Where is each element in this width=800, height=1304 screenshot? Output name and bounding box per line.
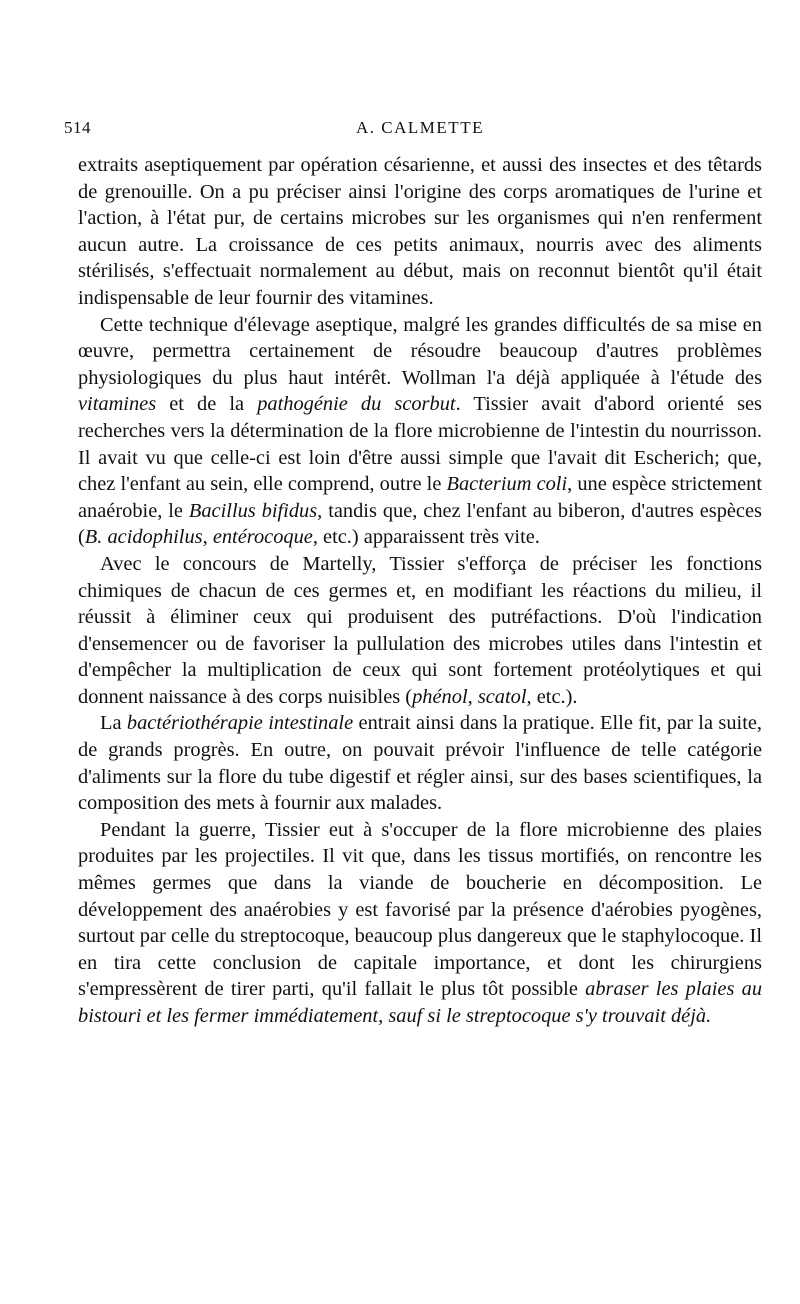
paragraph-3-italic-1: phénol <box>412 685 468 708</box>
paragraph-2-text-3: . Tissier avait d'abord orienté ses recherches vers la détermination de la flore microbienne de l'intestin du nourrisson. Il avait vu que celle-ci est loin d'être aussi simple que l'avait dit Escherich; que, chez l'enfant au sein, elle comprend, outre le <box>78 393 762 496</box>
running-title: A. CALMETTE <box>356 118 484 137</box>
paragraph-2-italic-5: B. acidophilus <box>84 526 203 549</box>
paragraph-2 <box>78 312 762 551</box>
paragraph-3-text-3: , etc.). <box>526 685 578 708</box>
paragraph-1-text: extraits aseptiquement par opération césarienne, et aussi des insectes et des têtards de grenouille. On a pu préciser ainsi l'origine des corps aromatiques de l'urine et l'action, à l'état pur, de certains microbes sur les organismes qui n'en renferment aucun autre. La croissance de ces petits animaux, nourris avec des aliments stérilisés, s'effectuait normalement au début, mais on reconnut bientôt qu'il était indispensable de leur fournir des vitamines. <box>78 154 762 309</box>
paragraph-5 <box>78 817 762 1030</box>
paragraph-4-text-1: La <box>100 712 127 735</box>
paragraph-2-text-5: , tandis que, chez l'enfant au biberon, d'autres espèces ( <box>78 499 762 549</box>
body-text <box>78 152 762 1030</box>
paragraph-5-italic-1: abraser les plaies au bistouri et les fermer immédiatement, sauf si le streptocoque s'y trouvait déjà. <box>78 978 763 1027</box>
paragraph-2-text-6: , <box>202 526 213 549</box>
paragraph-4-italic-1: bactériothérapie intestinale <box>126 712 354 735</box>
paragraph-5-text-1: Pendant la guerre, Tissier eut à s'occuper de la flore microbienne des plaies produites par les projectiles. Il vit que, dans les tissus mortifiés, on rencontre les mêmes germes que dans la viande de boucherie en décomposition. Le développement des anaérobies y est favorisé par la présence d'aérobies pyogènes, surtout par celle du streptocoque, beaucoup plus dangereux que le staphylocoque. Il en tira cette conclusion de capitale importance, et dont les chirurgiens s'empressèrent de tirer parti, qu'il fallait le plus tôt possible <box>78 818 762 1001</box>
paragraph-2-italic-6: entérocoque <box>212 526 313 549</box>
paragraph-2-italic-4: Bacillus bifidus <box>188 499 318 522</box>
paragraph-4-text-2: entrait ainsi dans la pratique. Elle fit, par la suite, de grands progrès. En outre, on pouvait prévoir l'influence de telle catégorie d'aliments sur la flore du tube digestif et régler ainsi, sur des bases scientifiques, la composition des mets à fournir aux malades. <box>78 712 763 815</box>
paragraph-3-italic-2: scatol <box>477 685 527 708</box>
paragraph-4 <box>78 710 762 816</box>
paragraph-2-text-7: , etc.) apparaissent très vite. <box>312 526 540 549</box>
paragraph-2-text-2: et de la <box>156 393 258 416</box>
book-page <box>64 118 763 1030</box>
paragraph-3-text-1: Avec le concours de Martelly, Tissier s'efforça de préciser les fonctions chimiques de chacun de ces germes et, en modifiant les réactions du milieu, il réussit à éliminer ceux qui produisent des putréfactions. D'où l'indication d'ensemencer ou de favoriser la pullulation des microbes utiles dans l'intestin et d'empêcher la multiplication de ceux qui sont fortement protéolytiques et qui donnent naissance à des corps nuisibles ( <box>78 552 762 708</box>
paragraph-2-italic-3: Bacterium coli <box>446 473 568 496</box>
paragraph-2-italic-1: vitamines <box>78 393 157 416</box>
page-number: 514 <box>64 118 91 137</box>
page-header <box>64 118 762 152</box>
paragraph-3-text-2: , <box>467 685 478 708</box>
paragraph-1 <box>78 152 762 312</box>
paragraph-2-text-4: , une espèce strictement anaérobie, le <box>78 473 762 522</box>
paragraph-3 <box>78 551 762 711</box>
paragraph-2-text-1: Cette technique d'élevage aseptique, malgré les grandes difficultés de sa mise en œuvre, permettra certainement de résoudre beaucoup d'autres problèmes physiologiques du plus haut intérêt. Wollman l'a déjà appliquée à l'étude des <box>78 313 762 389</box>
paragraph-2-italic-2: pathogénie du scorbut <box>257 393 456 416</box>
